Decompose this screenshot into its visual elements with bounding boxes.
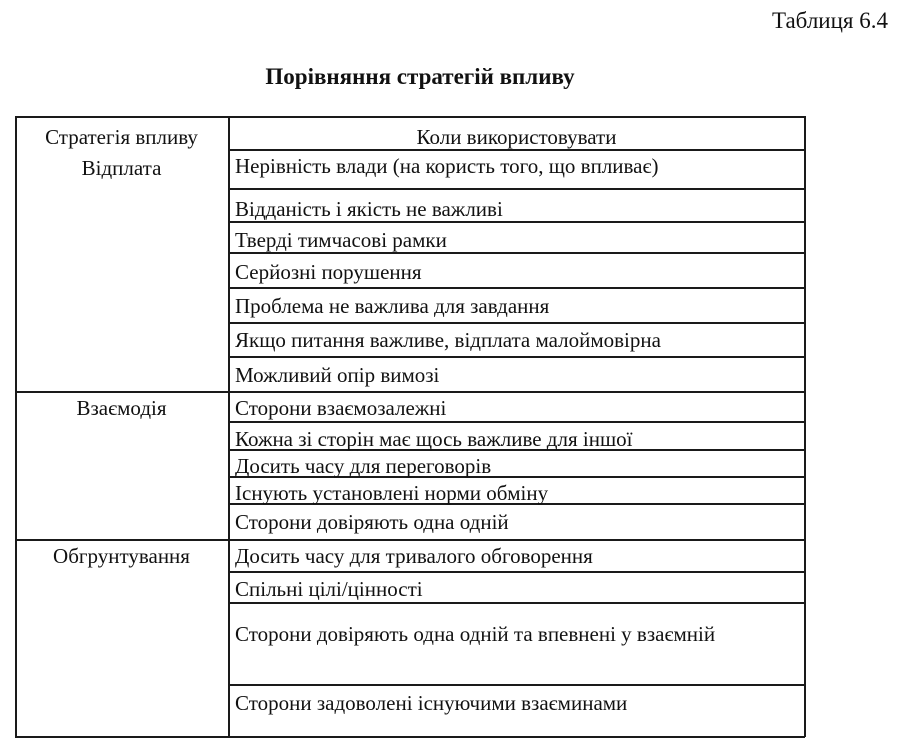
condition-cell: Тверді тимчасові рамки [235,228,447,252]
row-separator [228,571,805,573]
condition-cell: Серйозні порушення [235,260,422,284]
condition-cell-wrapped: Сторони довіряють одна одній та впевнені у взаємній [235,622,716,646]
comparison-table [15,116,805,737]
header-when-to-use: Коли використовувати [416,125,617,149]
row-separator [228,149,805,151]
row-separator [228,356,805,358]
condition-cell: Сторони довіряють одна одній [235,510,509,534]
row-separator [228,322,805,324]
condition-cell: Нерівність влади (на користь того, що впливає) [235,154,659,178]
condition-cell: Сторони взаємозалежні [235,396,447,420]
condition-cell: Сторони задоволені існуючими взаєминами [235,691,628,715]
condition-cell: Якщо питання важливе, відплата малоймовірна [235,328,661,352]
row-separator [228,287,805,289]
table-border-right [804,116,806,737]
condition-cell: Досить часу для тривалого обговорення [235,544,593,568]
row-separator [228,188,805,190]
row-separator [228,421,805,423]
condition-cell: Можливий опір вимозі [235,363,440,387]
condition-cell: Проблема не важлива для завдання [235,294,550,318]
table-border-left [15,116,17,737]
row-separator [228,684,805,686]
group-separator [15,391,805,393]
row-separator [228,252,805,254]
condition-cell: Кожна зі сторін має щось важливе для іншої [235,427,633,451]
row-separator [228,602,805,604]
table-number: Таблиця 6.4 [772,8,888,33]
strategy-retaliation: Відплата [81,156,162,180]
column-divider [228,116,230,737]
condition-cell: Спільні цілі/цінності [235,577,423,601]
table-title: Порівняння стратегій впливу [265,64,575,89]
condition-cell: Досить часу для переговорів [235,454,492,478]
table-border-top [15,116,805,118]
group-separator [15,539,805,541]
strategy-justification: Обгрунтування [53,544,190,568]
header-strategy: Стратегія впливу [45,125,198,149]
condition-cell: Існують установлені норми обміну [235,481,549,505]
condition-cell: Відданість і якість не важливі [235,197,503,221]
table-border-bottom [15,736,805,738]
row-separator [228,221,805,223]
strategy-reciprocity: Взаємодія [76,396,167,420]
